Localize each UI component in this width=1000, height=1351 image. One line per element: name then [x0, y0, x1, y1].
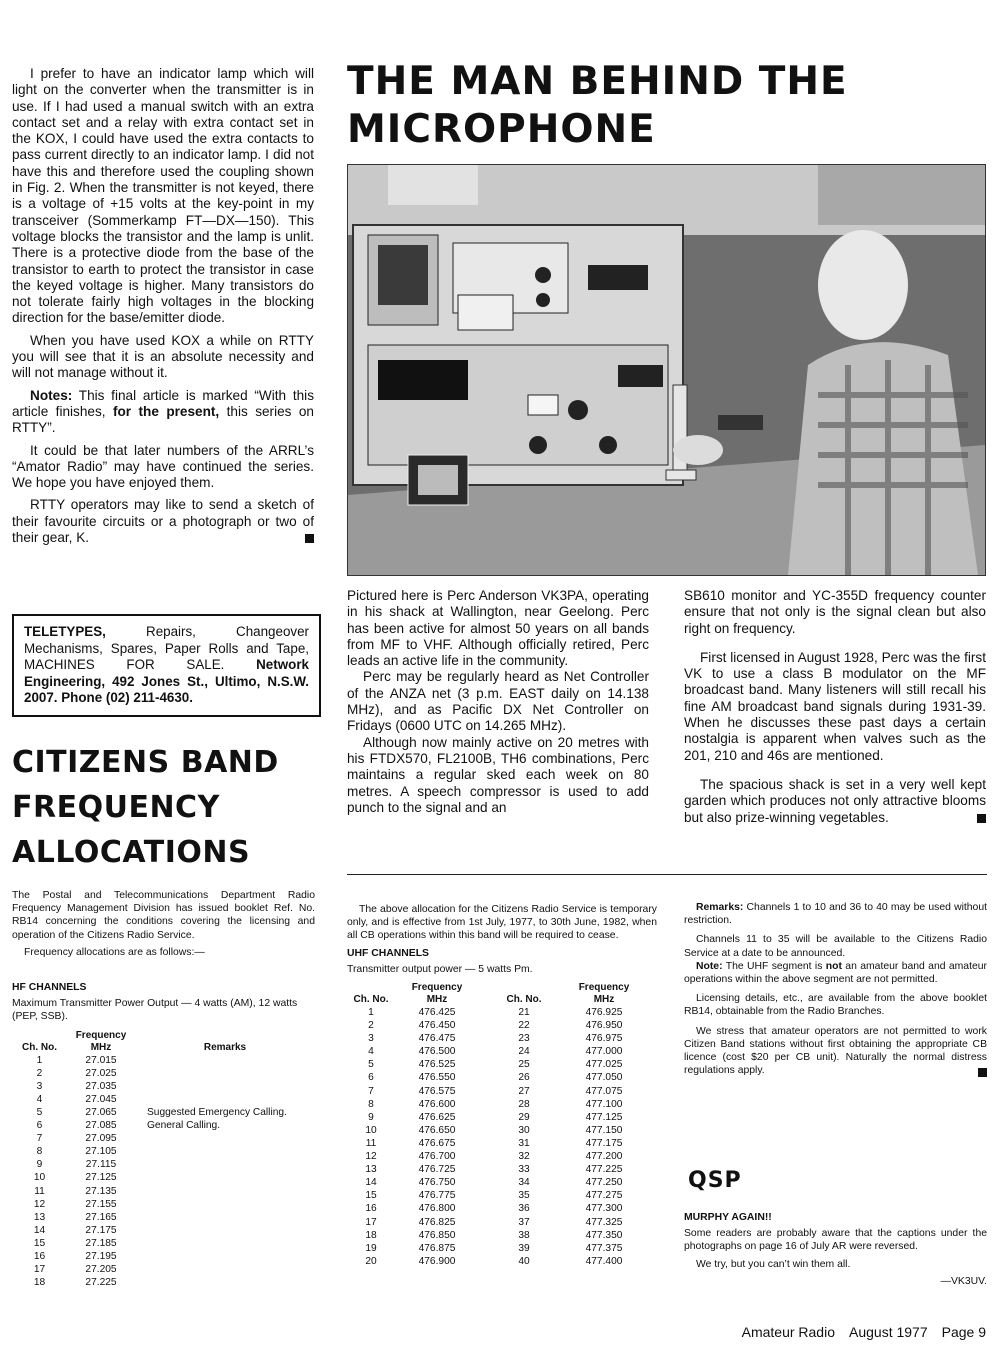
channel-frequency: 477.150 — [585, 1124, 623, 1136]
channel-number: 23 — [518, 1033, 530, 1045]
channel-number: 17 — [33, 1264, 46, 1276]
ad-text: Repairs, Changeover Mechanisms, Spares, Paper Rolls and Tape, MACHINES FOR SALE. — [24, 624, 309, 673]
channel-frequency: 27.155 — [85, 1198, 117, 1210]
channel-number: 4 — [368, 1046, 374, 1058]
ad-contact: Network Engineering, 492 Jones St., Ultimo, N.S.W. 2007. Phone (02) 211-4630. — [24, 657, 309, 706]
paragraph-final — [684, 777, 986, 826]
channel-frequency: 27.065 — [85, 1106, 117, 1118]
channel-remark — [135, 1237, 315, 1250]
channel-number: 20 — [365, 1255, 377, 1267]
page-footer — [728, 1324, 986, 1340]
channel-number: 1 — [36, 1054, 43, 1066]
channel-frequency: 477.025 — [585, 1059, 623, 1071]
table-row — [347, 1058, 639, 1071]
channel-number: 6 — [368, 1072, 374, 1084]
headline-line: THE MAN BEHIND THE — [347, 59, 848, 104]
channel-frequency: 476.750 — [418, 1177, 456, 1189]
channel-frequency: 27.025 — [85, 1067, 117, 1079]
table-row — [12, 1054, 315, 1067]
channel-number: 9 — [36, 1159, 43, 1171]
footer-publication: Amateur Radio — [741, 1324, 835, 1340]
note-emphasis: not — [825, 960, 842, 972]
channel-frequency: 476.600 — [418, 1098, 456, 1110]
table-row — [347, 1176, 639, 1189]
channel-frequency: 476.550 — [418, 1072, 456, 1084]
channel-number: 10 — [33, 1172, 46, 1184]
channel-frequency: 477.350 — [585, 1229, 623, 1241]
channel-frequency: 477.000 — [585, 1046, 623, 1058]
remarks-section — [684, 901, 987, 1083]
table-row — [347, 1085, 639, 1098]
photo-man-at-radio-station — [347, 164, 986, 576]
paragraph: Perc may be regularly heard as Net Controller of the ANZA net (3 p.m. EAST daily on 14.138 MHz), and as Pacific DX Net Controller on Fridays (0600 UTC on 14.265 MHz). — [347, 669, 649, 734]
table-row — [347, 1032, 639, 1045]
channel-number: 3 — [36, 1080, 43, 1092]
uhf-intro: The above allocation for the Citizens Radio Service is temporary only, and is effective from 1st July, 1977, to 30th June, 1982, when all CB operations within this band will be required to cease. — [347, 904, 657, 942]
channel-number: 15 — [365, 1190, 377, 1202]
channel-remark — [135, 1224, 315, 1237]
channel-number: 14 — [365, 1177, 377, 1189]
uhf-channels-section — [347, 903, 657, 1268]
channel-number: 21 — [518, 1007, 530, 1019]
channel-frequency: 476.950 — [585, 1020, 623, 1032]
cb-section-title — [12, 740, 279, 875]
channel-frequency: 477.250 — [585, 1177, 623, 1189]
channel-number: 8 — [368, 1098, 374, 1110]
signature: —VK3UV. — [940, 1275, 987, 1287]
table-row — [347, 1111, 639, 1124]
footer-issue: August 1977 — [849, 1324, 928, 1340]
channel-frequency: 27.185 — [85, 1237, 117, 1249]
channel-frequency: 477.300 — [585, 1203, 623, 1215]
channel-number: 9 — [368, 1111, 374, 1123]
channel-number: 30 — [518, 1124, 530, 1136]
cb-title-line: ALLOCATIONS — [12, 835, 251, 870]
article-column-2 — [684, 588, 986, 826]
hf-channel-table — [12, 1030, 315, 1290]
table-row — [12, 1106, 315, 1119]
qsp-title: QSP — [688, 1168, 742, 1193]
main-headline — [347, 58, 987, 154]
paragraph: Pictured here is Perc Anderson VK3PA, operating in his shack at Wallington, near Geelong. Perc has been active for almost 50 years on all bands from MF to VHF. Although officially retired, Perc leads an active life in the community. — [347, 588, 649, 669]
table-row — [347, 1006, 639, 1019]
notes-text: This final article is marked “With this article finishes, — [12, 387, 314, 419]
paragraph: We try, but you can’t win them all. — [696, 1258, 851, 1270]
channel-number: 5 — [36, 1106, 43, 1118]
channel-frequency: 476.625 — [418, 1111, 456, 1123]
paragraph: Licensing details, etc., are available from the above booklet RB14, obtainable from the Radio Branches. — [684, 993, 987, 1018]
channel-remark: General Calling. — [147, 1120, 221, 1132]
col-header-freq-line2: MHz — [593, 994, 615, 1006]
channel-number: 4 — [36, 1093, 43, 1105]
channel-frequency: 27.095 — [85, 1133, 117, 1145]
col-header-freq-line1: Frequency — [75, 1029, 127, 1041]
channel-frequency: 477.400 — [585, 1255, 623, 1267]
channel-remark — [135, 1263, 315, 1276]
channel-number: 2 — [368, 1020, 374, 1032]
remarks-paragraph — [684, 901, 987, 927]
channel-frequency: 476.850 — [418, 1229, 456, 1241]
channel-frequency: 476.650 — [418, 1124, 456, 1136]
channel-number: 14 — [33, 1224, 46, 1236]
table-row — [347, 1216, 639, 1229]
channel-frequency: 476.575 — [418, 1085, 456, 1097]
channel-number: 18 — [33, 1277, 46, 1289]
channel-frequency: 477.100 — [585, 1098, 623, 1110]
channel-frequency: 27.175 — [85, 1224, 117, 1236]
paragraph: Some readers are probably aware that the captions under the photographs on page 16 of July AR were reversed. — [684, 1228, 987, 1253]
channel-number: 11 — [34, 1185, 45, 1197]
channel-frequency: 27.015 — [85, 1054, 117, 1066]
notes-label: Notes: — [30, 387, 73, 403]
channel-frequency: 476.825 — [418, 1216, 456, 1228]
table-row — [12, 1211, 315, 1224]
paragraph: Although now mainly active on 20 metres with his FTDX570, FL2100B, TH6 combinations, Perc maintains a regular sked each week on 80 metres. A speech compressor is used to add punch to the signal and an — [347, 734, 649, 815]
table-row — [12, 1198, 315, 1211]
notes-emphasis: for the present, — [112, 403, 220, 419]
channel-remark — [135, 1080, 315, 1093]
end-mark — [978, 1068, 987, 1077]
channel-number: 2 — [36, 1067, 43, 1079]
channel-frequency: 27.135 — [85, 1185, 117, 1197]
channel-remark: Suggested Emergency Calling. — [147, 1106, 287, 1118]
channel-remark — [135, 1158, 315, 1171]
table-row — [347, 1242, 639, 1255]
channel-number: 38 — [518, 1229, 530, 1241]
table-row — [347, 1137, 639, 1150]
channel-number: 15 — [33, 1237, 46, 1249]
channel-remark — [135, 1250, 315, 1263]
cb-title-line: FREQUENCY — [12, 790, 220, 825]
channel-frequency: 477.175 — [585, 1137, 623, 1149]
channel-number: 16 — [33, 1251, 46, 1263]
channel-frequency: 477.200 — [585, 1151, 623, 1163]
channel-remark — [135, 1171, 315, 1184]
channel-remark — [135, 1145, 315, 1158]
table-row — [12, 1132, 315, 1145]
col-header-freq-line2: MHz — [90, 1041, 112, 1053]
channel-number: 33 — [518, 1164, 530, 1176]
channel-frequency: 476.725 — [418, 1164, 456, 1176]
paragraph: First licensed in August 1928, Perc was the first VK to use a class B modulator on the MF broadcast band. Many listeners will still recall his fine AM broadcast band signals during 1931-39. When he discusses these past days a certain nostalgia is apparent when valves such as the 201, 210 and 46s are mentioned. — [684, 649, 986, 763]
headline-line: MICROPHONE — [347, 107, 656, 152]
table-row — [347, 1189, 639, 1202]
channel-number: 35 — [518, 1190, 530, 1202]
col-header-freq — [67, 1030, 135, 1054]
remarks-text: Channels 1 to 10 and 36 to 40 may be used without restriction. — [684, 902, 987, 927]
note-label: Note: — [696, 960, 723, 972]
paragraph: It could be that later numbers of the ARRL’s “Amator Radio” may have continued the series. We hope you have enjoyed them. — [12, 442, 314, 491]
col-header-ch: Ch. No. — [506, 994, 542, 1006]
channel-frequency: 27.115 — [85, 1159, 117, 1171]
paragraph: When you have used KOX a while on RTTY you will see that it is an absolute necessity and will not manage without it. — [12, 332, 314, 381]
channel-number: 13 — [365, 1164, 377, 1176]
channel-frequency: 27.125 — [85, 1172, 117, 1184]
channel-frequency: 476.800 — [418, 1203, 456, 1215]
notes-text: this series on RTTY”. — [12, 403, 314, 436]
table-row — [12, 1263, 315, 1276]
col-header-freq-line1: Frequency — [411, 982, 463, 994]
cb-title-line: CITIZENS BAND — [12, 745, 279, 780]
channel-number: 11 — [365, 1137, 377, 1149]
channel-remark — [135, 1093, 315, 1106]
remarks-label: Remarks: — [696, 902, 744, 913]
col-header-remarks: Remarks — [203, 1041, 247, 1053]
channel-frequency: 476.675 — [418, 1137, 456, 1149]
paragraph: SB610 monitor and YC-355D frequency counter ensure that not only is the signal clean but also right on frequency. — [684, 588, 986, 636]
channel-frequency: 476.500 — [418, 1046, 456, 1058]
uhf-channel-table — [347, 982, 639, 1268]
channel-number: 39 — [518, 1242, 530, 1254]
channel-number: 34 — [518, 1177, 530, 1189]
channel-remark — [135, 1198, 315, 1211]
channel-remark — [135, 1185, 315, 1198]
channel-number: 22 — [518, 1020, 530, 1032]
channel-frequency: 476.875 — [418, 1242, 456, 1254]
channel-frequency: 477.050 — [585, 1072, 623, 1084]
channel-number: 29 — [518, 1111, 530, 1123]
channel-number: 7 — [36, 1133, 43, 1145]
channel-number: 36 — [518, 1203, 530, 1215]
channel-number: 32 — [518, 1151, 530, 1163]
channel-number: 3 — [368, 1033, 374, 1045]
paragraph: Channels 11 to 35 will be available to the Citizens Radio Service at a date to be announced. — [684, 934, 987, 959]
classified-ad-box — [12, 614, 321, 717]
paragraph: The Postal and Telecommunications Department Radio Frequency Management Division has issued booklet Ref. No. RB14 concerning the conditions covering the licensing and operation of the Citizens Radio Service. — [12, 890, 315, 941]
channel-number: 24 — [518, 1046, 530, 1058]
paragraph-final — [12, 497, 314, 546]
col-header-freq — [569, 982, 639, 1006]
channel-remark — [135, 1067, 315, 1080]
channel-frequency: 27.105 — [85, 1146, 117, 1158]
table-row — [12, 1185, 315, 1198]
channel-remark — [135, 1276, 315, 1289]
channel-number: 17 — [365, 1216, 377, 1228]
table-row — [12, 1158, 315, 1171]
channel-number: 8 — [36, 1146, 43, 1158]
channel-number: 40 — [518, 1255, 530, 1267]
table-row — [347, 1098, 639, 1111]
col-header-ch: Ch. No. — [22, 1041, 57, 1053]
channel-frequency: 476.925 — [585, 1007, 623, 1019]
channel-frequency: 27.045 — [85, 1093, 117, 1105]
table-row — [347, 1163, 639, 1176]
channel-frequency: 476.525 — [418, 1059, 456, 1071]
table-row — [347, 1019, 639, 1032]
note-text: an amateur band and amateur operations within the above segment are not permitted. — [684, 960, 987, 986]
table-row — [12, 1171, 315, 1184]
channel-frequency: 476.900 — [418, 1255, 456, 1267]
channel-frequency: 476.450 — [418, 1020, 456, 1032]
table-row — [12, 1250, 315, 1263]
channel-number: 25 — [518, 1059, 530, 1071]
channel-number: 37 — [518, 1216, 530, 1228]
col-header-ch: Ch. No. — [353, 994, 389, 1006]
channel-frequency: 27.165 — [85, 1211, 117, 1223]
channel-frequency: 477.075 — [585, 1085, 623, 1097]
channel-number: 1 — [368, 1007, 374, 1019]
channel-frequency: 476.425 — [418, 1007, 456, 1019]
channel-frequency: 477.275 — [585, 1190, 623, 1202]
notes-paragraph — [12, 388, 314, 437]
channel-number: 13 — [33, 1211, 46, 1223]
channel-remark — [135, 1054, 315, 1067]
qsp-section — [684, 1211, 987, 1292]
end-mark — [305, 534, 314, 543]
hf-heading: HF CHANNELS — [12, 982, 87, 993]
table-row — [347, 1124, 639, 1137]
channel-frequency: 27.195 — [85, 1251, 117, 1263]
channel-frequency: 476.775 — [418, 1190, 456, 1202]
col-header-freq-line1: Frequency — [578, 982, 630, 994]
paragraph-text: RTTY operators may like to send a sketch of their favourite circuits or a photograph or two of their gear, K. — [12, 497, 314, 546]
note-paragraph — [684, 960, 987, 986]
paragraph-text: We stress that amateur operators are not permitted to work Citizen Band stations without first obtaining the appropriate CB licence (cost $20 per CB unit). Naturally the normal distress regulations apply. — [684, 1025, 987, 1077]
channel-number: 18 — [365, 1229, 377, 1241]
channel-frequency: 476.475 — [418, 1033, 456, 1045]
section-divider — [347, 874, 987, 875]
channel-frequency: 476.700 — [418, 1151, 456, 1163]
photo-illustration — [348, 165, 985, 575]
table-row — [12, 1067, 315, 1080]
col-header-freq-line2: MHz — [426, 994, 448, 1006]
left-column-article — [12, 66, 314, 546]
channel-frequency: 477.375 — [585, 1242, 623, 1254]
paragraph-final — [684, 1025, 987, 1078]
channel-remark — [135, 1211, 315, 1224]
paragraph: I prefer to have an indicator lamp which will light on the converter when the transmitter is in use. If I had used a manual switch with an extra contact set and a relay with extra contact set in the KOX, I could have used the extra contacts to pass current directly to an indicator lamp. I did not have this and therefore used the coupling shown in Fig. 2. When the transmitter is not keyed, there is a voltage of +15 volts at the key-point in my transceiver (Sommerkamp FT—DX—150). This voltage blocks the transistor and the lamp is unlit. There is a protective diode from the base of the transistor to earth to protect the transistor in case the keyed voltage is higher. Many transistors do not tolerate fairly high voltages in the blocking direction for the base/emitter diode. — [12, 66, 314, 326]
channel-frequency: 27.035 — [85, 1080, 117, 1092]
table-row — [347, 1071, 639, 1084]
channel-number: 10 — [365, 1124, 377, 1136]
col-header-freq — [395, 982, 479, 1006]
channel-number: 28 — [518, 1098, 530, 1110]
paragraph: Frequency allocations are as follows:— — [24, 946, 205, 958]
table-row — [347, 1229, 639, 1242]
ad-lead: TELETYPES, — [24, 624, 106, 639]
channel-number: 16 — [365, 1203, 377, 1215]
table-row — [347, 1150, 639, 1163]
channel-number: 7 — [368, 1085, 374, 1097]
channel-frequency: 477.125 — [585, 1111, 623, 1123]
channel-number: 5 — [368, 1059, 374, 1071]
channel-frequency: 27.225 — [85, 1277, 117, 1289]
channel-frequency: 27.205 — [85, 1264, 117, 1276]
footer-page: Page 9 — [941, 1324, 986, 1340]
table-row — [12, 1080, 315, 1093]
hf-channels-section — [12, 981, 318, 1289]
channel-number: 12 — [33, 1198, 46, 1210]
table-row — [12, 1119, 315, 1132]
article-column-1 — [347, 588, 649, 816]
uhf-heading: UHF CHANNELS — [347, 947, 429, 959]
table-row — [12, 1276, 315, 1289]
channel-frequency: 27.085 — [85, 1120, 117, 1132]
cb-intro — [12, 889, 315, 963]
table-row — [347, 1045, 639, 1058]
channel-number: 31 — [518, 1137, 530, 1149]
channel-frequency: 477.325 — [585, 1216, 623, 1228]
channel-number: 12 — [365, 1151, 377, 1163]
channel-number: 26 — [518, 1072, 530, 1084]
qsp-subhead: MURPHY AGAIN!! — [684, 1212, 772, 1223]
uhf-power: Transmitter output power — 5 watts Pm. — [347, 963, 533, 975]
table-row — [12, 1237, 315, 1250]
channel-number: 6 — [36, 1120, 43, 1132]
table-row — [347, 1255, 639, 1268]
channel-number: 27 — [518, 1085, 530, 1097]
channel-number: 19 — [365, 1242, 377, 1254]
table-row — [12, 1093, 315, 1106]
table-row — [347, 1202, 639, 1215]
hf-power: Maximum Transmitter Power Output — 4 watts (AM), 12 watts (PEP, SSB). — [12, 998, 298, 1023]
end-mark — [977, 814, 986, 823]
note-text: The UHF segment is — [722, 960, 826, 972]
paragraph-text: The spacious shack is set in a very well kept garden which produces not only attractive blooms but also prize-winning vegetables. — [684, 776, 986, 825]
table-row — [12, 1145, 315, 1158]
channel-frequency: 476.975 — [585, 1033, 623, 1045]
channel-remark — [135, 1132, 315, 1145]
table-row — [12, 1224, 315, 1237]
channel-frequency: 477.225 — [585, 1164, 623, 1176]
